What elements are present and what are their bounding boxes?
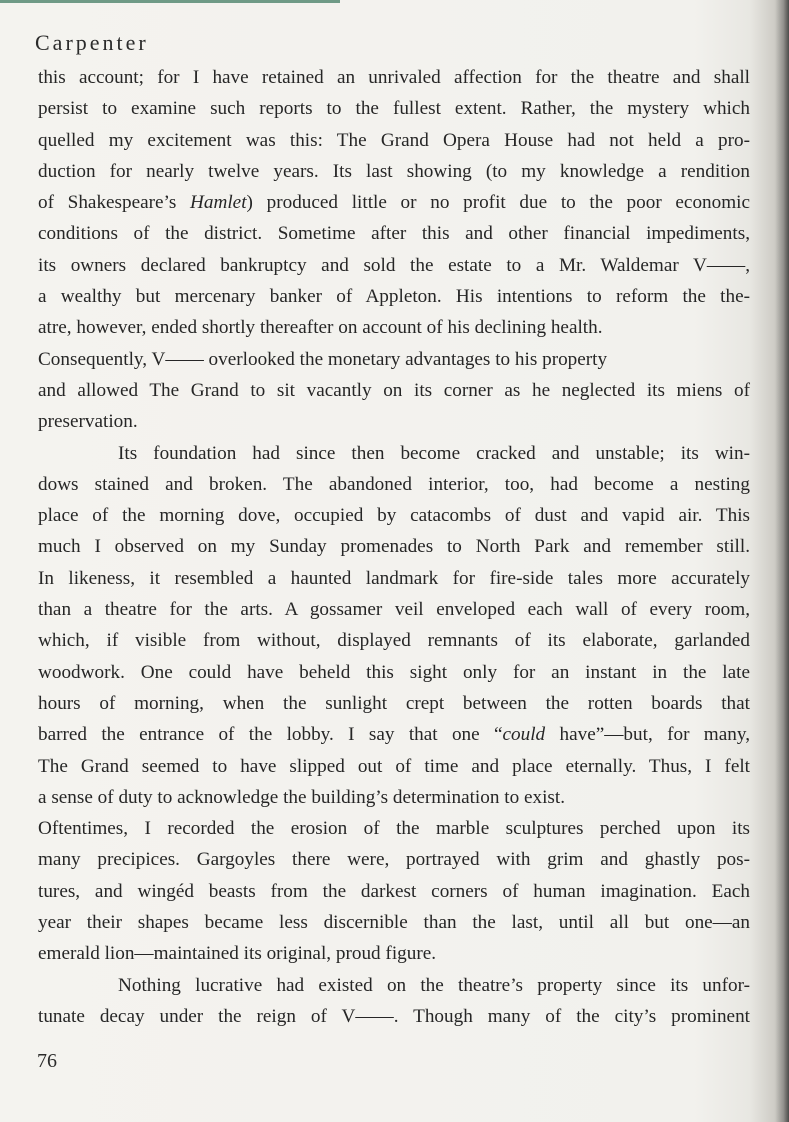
text-line: place of the morning dove, occupied by catacombs of dust and vapid air. This bbox=[38, 505, 750, 527]
text-segment: of Shakespeare’s bbox=[38, 192, 191, 214]
text-segment: barred the entrance of the lobby. I say that one “ bbox=[38, 724, 503, 746]
text-line: persist to examine such reports to the fullest extent. Rather, the mystery which bbox=[38, 98, 750, 120]
running-head: Carpenter bbox=[35, 30, 149, 55]
text-line: hours of morning, when the sunlight crept between the rotten boards that bbox=[38, 692, 750, 714]
text-line: duction for nearly twelve years. Its last showing (to my knowledge a rendition bbox=[38, 160, 750, 182]
binding-edge-shadow bbox=[775, 0, 789, 1122]
text-line: emerald lion—maintained its original, proud figure. bbox=[38, 943, 437, 965]
text-line: tunate decay under the reign of V——. Though many of the city’s prominent bbox=[38, 1005, 750, 1027]
text-line: woodwork. One could have beheld this sight only for an instant in the late bbox=[38, 661, 750, 683]
text-line: Consequently, V—— overlooked the monetary advantages to his property bbox=[38, 348, 608, 370]
text-line bbox=[38, 187, 750, 218]
text-line: many precipices. Gargoyles there were, portrayed with grim and ghastly pos- bbox=[38, 849, 750, 871]
italic-text: Hamlet bbox=[190, 192, 247, 214]
text-segment: have”—but, for many, bbox=[545, 724, 750, 746]
text-line: which, if visible from without, displayed remnants of its elaborate, garlanded bbox=[38, 630, 750, 652]
text-line: preservation. bbox=[38, 411, 138, 433]
text-line: much I observed on my Sunday promenades to North Park and remember still. bbox=[38, 536, 750, 558]
text-segment: ) produced little or no profit due to the poor economic bbox=[246, 192, 750, 214]
text-line: this account; for I have retained an unrivaled affection for the theatre and shall bbox=[38, 67, 750, 88]
text-line: than a theatre for the arts. A gossamer veil enveloped each wall of every room, bbox=[38, 599, 750, 621]
text-line bbox=[38, 719, 750, 750]
text-line: conditions of the district. Sometime after this and other financial impediments, bbox=[38, 223, 750, 245]
text-line: Oftentimes, I recorded the erosion of the marble sculptures perched upon its bbox=[38, 818, 750, 840]
text-line: atre, however, ended shortly thereafter on account of his declining health. bbox=[38, 317, 603, 339]
text-line: year their shapes became less discernible than the last, until all but one—an bbox=[38, 912, 750, 934]
text-line: Nothing lucrative had existed on the theatre’s property since its unfor- bbox=[118, 974, 750, 996]
text-line: and allowed The Grand to sit vacantly on its corner as he neglected its miens of bbox=[38, 379, 750, 401]
text-line: its owners declared bankruptcy and sold the estate to a Mr. Waldemar V——, bbox=[38, 254, 750, 276]
top-edge-rule bbox=[0, 0, 340, 3]
text-line: a sense of duty to acknowledge the building’s determination to exist. bbox=[38, 786, 566, 808]
text-line: a wealthy but mercenary banker of Appleton. His intentions to reform the the- bbox=[38, 286, 750, 308]
text-line: tures, and wingéd beasts from the darkest corners of human imagination. Each bbox=[38, 880, 750, 902]
page-number: 76 bbox=[37, 1050, 57, 1072]
text-line: Its foundation had since then become cracked and unstable; its win- bbox=[118, 442, 750, 464]
text-line: dows stained and broken. The abandoned interior, too, had become a nesting bbox=[38, 473, 750, 495]
text-line: The Grand seemed to have slipped out of time and place eternally. Thus, I felt bbox=[38, 755, 750, 777]
body-text bbox=[38, 62, 750, 1032]
text-line: quelled my excitement was this: The Grand Opera House had not held a pro- bbox=[38, 129, 750, 151]
italic-text: could bbox=[502, 724, 546, 746]
text-line: In likeness, it resembled a haunted landmark for fire-side tales more accurately bbox=[38, 567, 750, 589]
